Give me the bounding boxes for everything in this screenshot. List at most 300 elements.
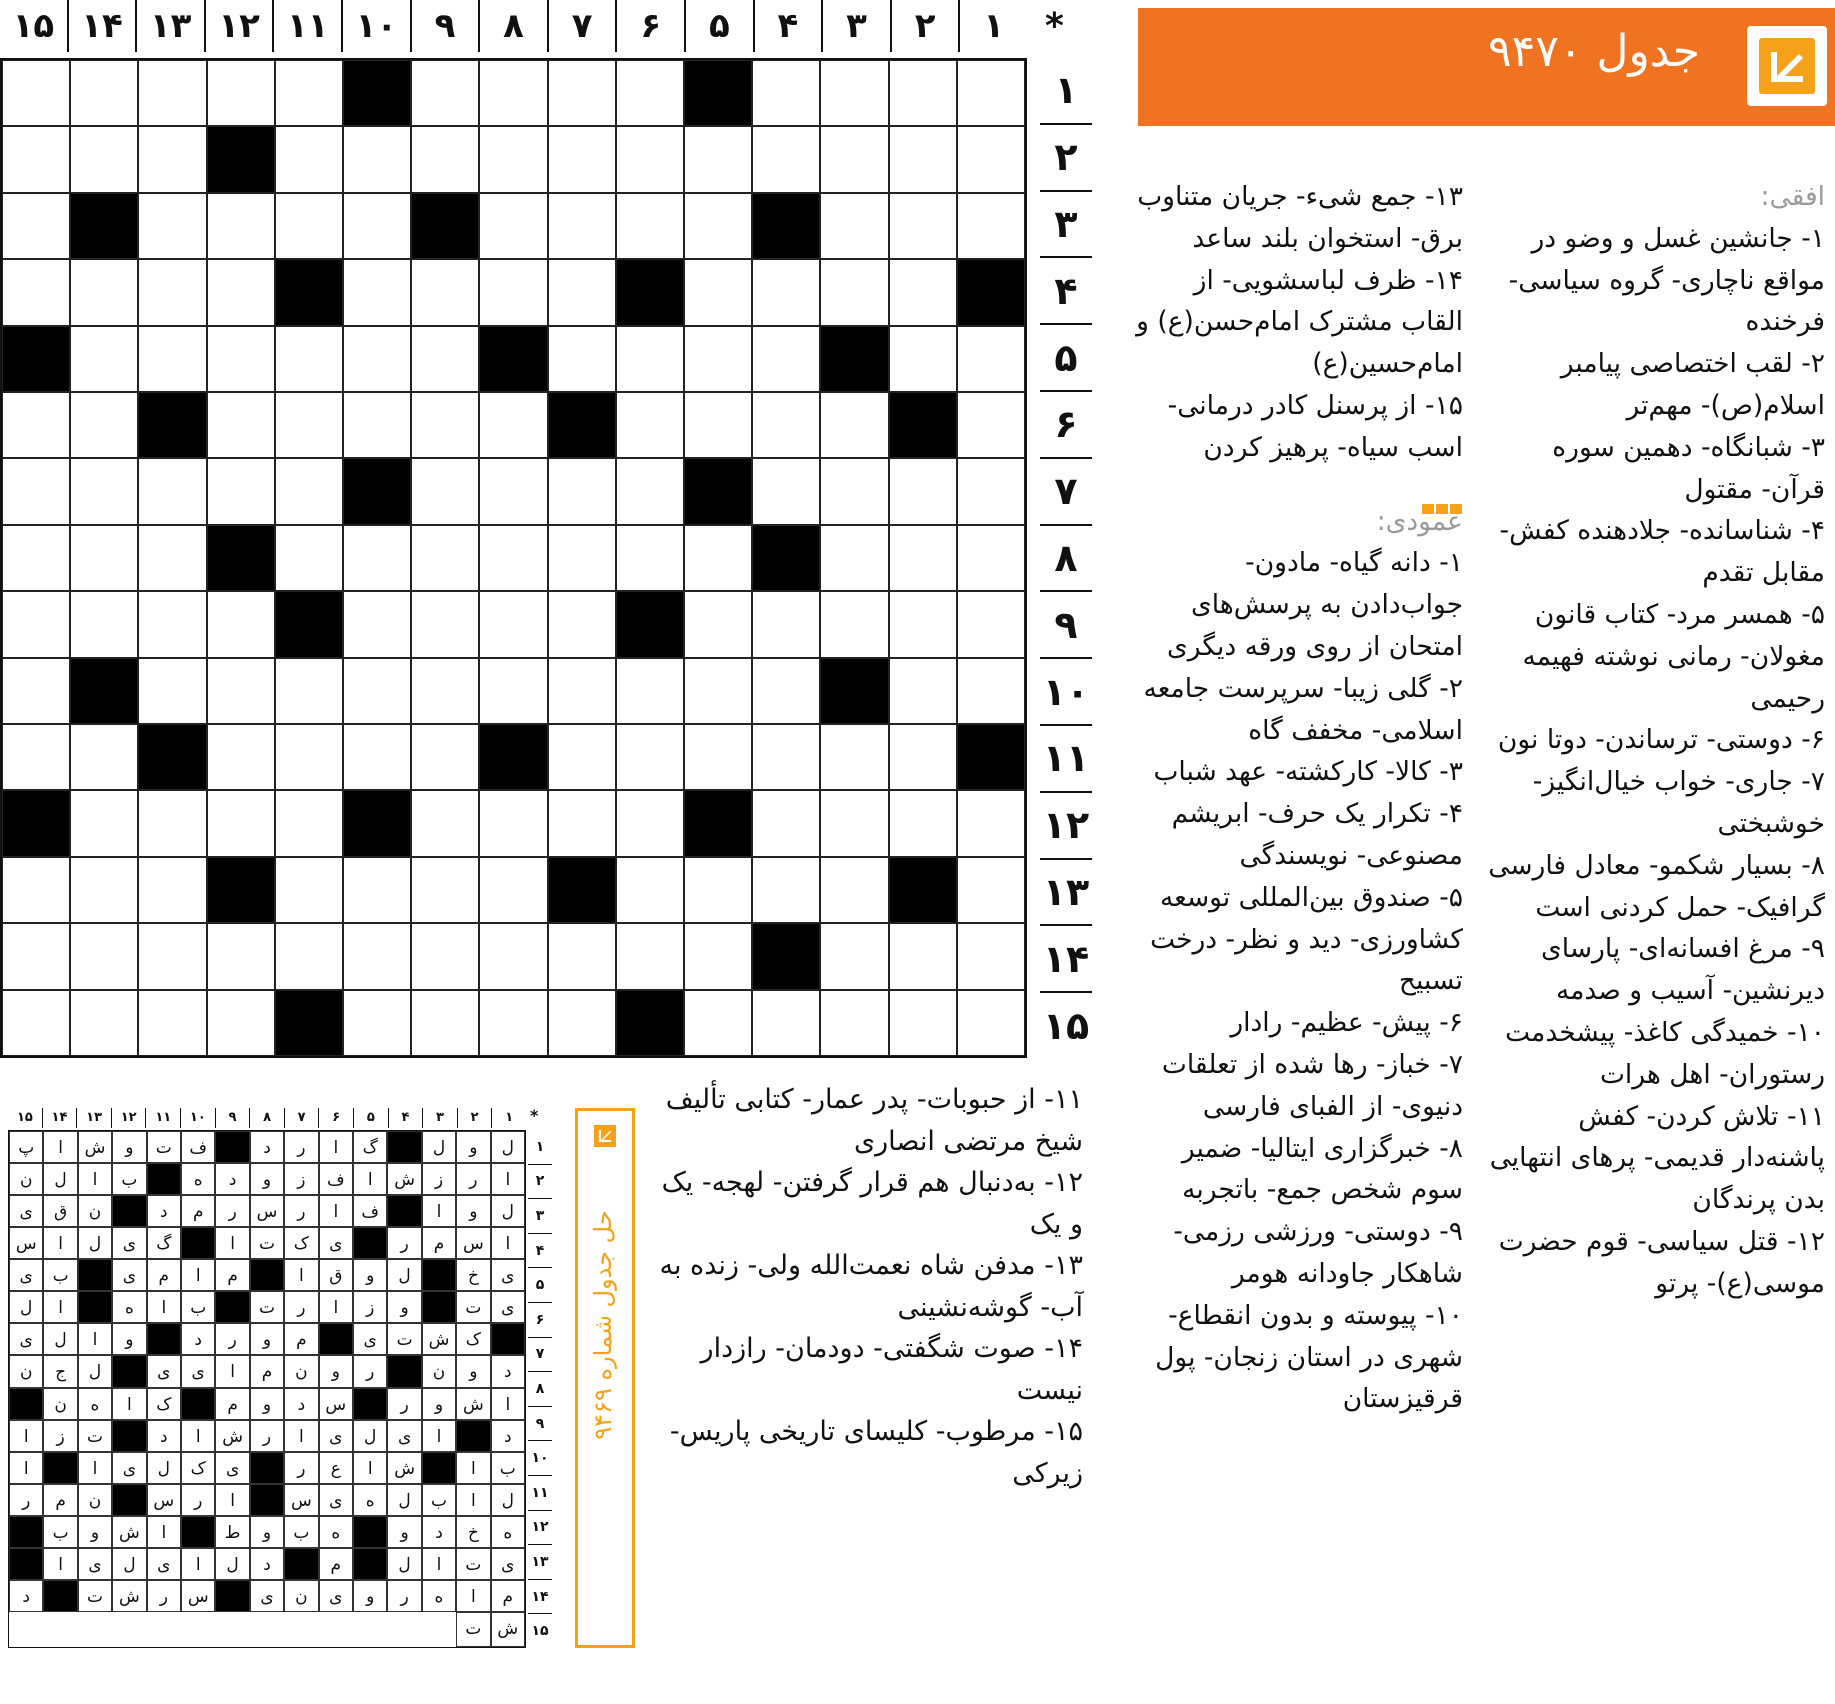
grid-cell[interactable]: [479, 658, 547, 724]
grid-cell[interactable]: [820, 857, 888, 923]
solution-black-cell: [215, 1291, 249, 1323]
solution-cell: ف: [353, 1195, 387, 1227]
grid-cell[interactable]: [752, 990, 820, 1056]
grid-cell[interactable]: [684, 326, 752, 392]
grid-cell[interactable]: [752, 591, 820, 657]
grid-cell[interactable]: [411, 392, 479, 458]
grid-cell[interactable]: [752, 392, 820, 458]
black-cell: [343, 60, 411, 126]
solution-cell: ل: [422, 1131, 456, 1163]
grid-cell[interactable]: [548, 60, 616, 126]
grid-cell[interactable]: [70, 724, 138, 790]
solution-cell: ل: [387, 1484, 421, 1516]
grid-cell[interactable]: [957, 193, 1025, 259]
solution-cell: ل: [9, 1291, 43, 1323]
grid-cell[interactable]: [138, 326, 206, 392]
solution-cell: و: [387, 1516, 421, 1548]
solution-black-cell: [78, 1259, 112, 1291]
black-cell: [548, 392, 616, 458]
solution-row-number: ۱۵: [528, 1613, 552, 1648]
grid-cell[interactable]: [479, 60, 547, 126]
grid-cell[interactable]: [70, 923, 138, 989]
grid-cell[interactable]: [2, 724, 70, 790]
row-numbers: [1040, 58, 1092, 1058]
grid-cell[interactable]: [207, 193, 275, 259]
solution-cell: ا: [353, 1163, 387, 1195]
grid-cell[interactable]: [957, 790, 1025, 856]
grid-cell[interactable]: [752, 126, 820, 192]
solution-black-cell: [387, 1131, 421, 1163]
grid-cell[interactable]: [957, 126, 1025, 192]
grid-cell[interactable]: [343, 326, 411, 392]
grid-cell[interactable]: [70, 392, 138, 458]
vertical-clues-list-continued: [643, 1079, 1083, 1494]
solution-cell: ه: [181, 1163, 215, 1195]
grid-cell[interactable]: [684, 193, 752, 259]
solution-black-cell: [491, 1323, 525, 1355]
solution-column-number: ۱۰: [181, 1108, 216, 1128]
grid-cell[interactable]: [889, 60, 957, 126]
solution-cell: و: [387, 1291, 421, 1323]
grid-cell[interactable]: [820, 392, 888, 458]
grid-cell[interactable]: [820, 790, 888, 856]
solution-cell: ر: [353, 1355, 387, 1387]
solution-cell: و: [319, 1355, 353, 1387]
solution-cell: د: [491, 1420, 525, 1452]
solution-cell: ر: [284, 1195, 318, 1227]
grid-cell[interactable]: [889, 458, 957, 524]
solution-cell: ب: [181, 1291, 215, 1323]
grid-cell[interactable]: [957, 591, 1025, 657]
grid-cell[interactable]: [820, 193, 888, 259]
grid-cell[interactable]: [957, 60, 1025, 126]
solution-cell: ر: [147, 1580, 181, 1612]
solution-cell: گ: [353, 1131, 387, 1163]
grid-cell[interactable]: [479, 790, 547, 856]
grid-cell[interactable]: [70, 126, 138, 192]
grid-cell[interactable]: [411, 724, 479, 790]
grid-cell[interactable]: [684, 658, 752, 724]
grid-cell[interactable]: [820, 591, 888, 657]
grid-cell[interactable]: [616, 326, 684, 392]
row-number: ۷: [1040, 457, 1092, 524]
solution-cell: ه: [78, 1388, 112, 1420]
grid-cell[interactable]: [479, 458, 547, 524]
grid-cell[interactable]: [957, 392, 1025, 458]
grid-cell[interactable]: [752, 658, 820, 724]
puzzle-header: [1138, 8, 1835, 126]
grid-cell[interactable]: [957, 990, 1025, 1056]
solution-cell: ی: [387, 1420, 421, 1452]
solution-cell: ت: [456, 1291, 490, 1323]
grid-cell[interactable]: [70, 525, 138, 591]
grid-cell[interactable]: [411, 525, 479, 591]
grid-cell[interactable]: [548, 591, 616, 657]
grid-cell[interactable]: [275, 857, 343, 923]
solution-cell: م: [422, 1227, 456, 1259]
grid-cell[interactable]: [820, 990, 888, 1056]
grid-cell[interactable]: [343, 724, 411, 790]
solution-cell: و: [456, 1355, 490, 1387]
grid-cell[interactable]: [548, 259, 616, 325]
grid-cell[interactable]: [684, 259, 752, 325]
solution-black-cell: [250, 1259, 284, 1291]
black-cell: [343, 790, 411, 856]
clue-item: ۲- لقب اختصاصی پیامبر اسلام(ص)- مهم‌تر: [1560, 348, 1825, 421]
solution-cell: ل: [491, 1195, 525, 1227]
solution-row-number: ۱۰: [528, 1440, 552, 1475]
column-number: ۸: [480, 0, 549, 52]
grid-cell[interactable]: [275, 525, 343, 591]
grid-cell[interactable]: [2, 126, 70, 192]
solution-cell: ت: [456, 1612, 490, 1647]
grid-cell[interactable]: [957, 458, 1025, 524]
solution-cell: ل: [353, 1420, 387, 1452]
grid-cell[interactable]: [752, 790, 820, 856]
grid-cell[interactable]: [957, 857, 1025, 923]
clue-item: ۹- مرغ افسانه‌ای- پارسای دیرنشین- آسیب و صدمه: [1541, 933, 1825, 1007]
solution-cell: خ: [456, 1516, 490, 1548]
grid-cell[interactable]: [957, 326, 1025, 392]
grid-cell[interactable]: [70, 790, 138, 856]
grid-cell[interactable]: [889, 923, 957, 989]
grid-cell[interactable]: [548, 990, 616, 1056]
grid-cell[interactable]: [207, 392, 275, 458]
solution-cell: ی: [319, 1484, 353, 1516]
solution-cell: م: [319, 1548, 353, 1580]
solution-row-number: ۱: [535, 1138, 545, 1155]
grid-cell[interactable]: [820, 724, 888, 790]
grid-cell[interactable]: [752, 60, 820, 126]
grid-cell[interactable]: [548, 923, 616, 989]
grid-cell[interactable]: [820, 525, 888, 591]
grid-cell[interactable]: [684, 990, 752, 1056]
grid-cell[interactable]: [548, 525, 616, 591]
column-number: ۶: [617, 0, 686, 52]
grid-cell[interactable]: [207, 591, 275, 657]
grid-cell[interactable]: [889, 193, 957, 259]
grid-cell[interactable]: [411, 326, 479, 392]
grid-cell[interactable]: [889, 326, 957, 392]
grid-cell[interactable]: [343, 392, 411, 458]
grid-cell[interactable]: [207, 724, 275, 790]
grid-cell[interactable]: [275, 790, 343, 856]
grid-cell[interactable]: [2, 259, 70, 325]
grid-cell[interactable]: [684, 126, 752, 192]
grid-cell[interactable]: [616, 857, 684, 923]
solution-cell: د: [284, 1388, 318, 1420]
grid-cell[interactable]: [207, 923, 275, 989]
grid-cell[interactable]: [343, 857, 411, 923]
horizontal-clues-list: [1487, 218, 1825, 1305]
solution-cell: د: [215, 1163, 249, 1195]
solution-cell: ب: [43, 1516, 77, 1548]
grid-cell[interactable]: [2, 990, 70, 1056]
grid-cell[interactable]: [548, 126, 616, 192]
grid-cell[interactable]: [70, 458, 138, 524]
solution-row-number: ۷: [528, 1337, 552, 1372]
grid-cell[interactable]: [207, 259, 275, 325]
grid-cell[interactable]: [479, 126, 547, 192]
grid-cell[interactable]: [479, 259, 547, 325]
solution-cell: ش: [387, 1163, 421, 1195]
grid-cell[interactable]: [479, 392, 547, 458]
solution-label-box: [575, 1108, 635, 1648]
grid-cell[interactable]: [70, 326, 138, 392]
grid-cell[interactable]: [138, 458, 206, 524]
grid-cell[interactable]: [343, 990, 411, 1056]
solution-cell: و: [250, 1516, 284, 1548]
grid-cell[interactable]: [2, 525, 70, 591]
grid-cell[interactable]: [411, 923, 479, 989]
solution-black-cell: [387, 1195, 421, 1227]
solution-cell: ه: [112, 1291, 146, 1323]
solution-cell: د: [491, 1355, 525, 1387]
horizontal-clues-title: افقی:: [1760, 181, 1825, 212]
grid-cell[interactable]: [616, 392, 684, 458]
grid-cell[interactable]: [820, 60, 888, 126]
grid-cell[interactable]: [275, 126, 343, 192]
grid-cell[interactable]: [138, 790, 206, 856]
black-cell: [2, 326, 70, 392]
solution-cell: ا: [456, 1484, 490, 1516]
solution-cell: د: [147, 1195, 181, 1227]
grid-cell[interactable]: [138, 126, 206, 192]
grid-cell[interactable]: [2, 458, 70, 524]
grid-cell[interactable]: [207, 458, 275, 524]
row-number: ۱: [1054, 68, 1078, 113]
grid-cell[interactable]: [275, 326, 343, 392]
grid-cell[interactable]: [957, 658, 1025, 724]
grid-cell[interactable]: [138, 658, 206, 724]
solution-cell: م: [250, 1355, 284, 1387]
grid-cell[interactable]: [138, 591, 206, 657]
solution-cell: ش: [456, 1388, 490, 1420]
grid-cell[interactable]: [616, 923, 684, 989]
grid-cell[interactable]: [820, 259, 888, 325]
grid-cell[interactable]: [275, 193, 343, 259]
grid-cell[interactable]: [411, 790, 479, 856]
grid-cell[interactable]: [479, 990, 547, 1056]
grid-cell[interactable]: [616, 458, 684, 524]
grid-cell[interactable]: [275, 923, 343, 989]
grid-cell[interactable]: [820, 458, 888, 524]
grid-cell[interactable]: [889, 126, 957, 192]
solution-cell: ا: [319, 1195, 353, 1227]
solution-cell: ا: [491, 1388, 525, 1420]
clues-middle-column: [1125, 176, 1463, 1420]
grid-cell[interactable]: [343, 658, 411, 724]
solution-cell: ن: [43, 1388, 77, 1420]
grid-cell[interactable]: [957, 923, 1025, 989]
grid-cell[interactable]: [889, 724, 957, 790]
solution-cell: م: [284, 1323, 318, 1355]
black-cell: [957, 259, 1025, 325]
grid-cell[interactable]: [207, 790, 275, 856]
grid-cell[interactable]: [616, 658, 684, 724]
solution-column-number: ۱۵: [8, 1108, 43, 1128]
grid-cell[interactable]: [548, 658, 616, 724]
grid-cell[interactable]: [2, 658, 70, 724]
solution-cell: د: [9, 1580, 43, 1612]
crossword-grid: [0, 58, 1027, 1058]
grid-cell[interactable]: [70, 591, 138, 657]
grid-cell[interactable]: [616, 126, 684, 192]
grid-cell[interactable]: [411, 259, 479, 325]
grid-cell[interactable]: [752, 724, 820, 790]
grid-cell[interactable]: [411, 990, 479, 1056]
solution-cell: ک: [284, 1227, 318, 1259]
grid-cell[interactable]: [479, 857, 547, 923]
grid-cell[interactable]: [138, 923, 206, 989]
grid-cell[interactable]: [138, 193, 206, 259]
solution-column-number: ۱: [505, 1110, 514, 1125]
clue-item: ۳- کالا- کارکشته- عهد شباب: [1153, 756, 1463, 788]
solution-column-number: ۴: [389, 1108, 424, 1128]
black-cell: [70, 193, 138, 259]
grid-cell[interactable]: [2, 193, 70, 259]
grid-cell[interactable]: [411, 857, 479, 923]
grid-cell[interactable]: [275, 60, 343, 126]
grid-cell[interactable]: [820, 923, 888, 989]
solution-black-cell: [250, 1452, 284, 1484]
grid-cell[interactable]: [889, 658, 957, 724]
grid-cell[interactable]: [138, 990, 206, 1056]
solution-cell: ا: [215, 1227, 249, 1259]
grid-cell[interactable]: [479, 923, 547, 989]
row-number: ۱۴: [1040, 924, 1092, 991]
grid-cell[interactable]: [684, 857, 752, 923]
grid-cell[interactable]: [752, 326, 820, 392]
grid-cell[interactable]: [684, 923, 752, 989]
solution-cell: ل: [43, 1163, 77, 1195]
grid-cell[interactable]: [684, 724, 752, 790]
grid-cell[interactable]: [275, 724, 343, 790]
grid-cell[interactable]: [207, 326, 275, 392]
grid-cell[interactable]: [411, 458, 479, 524]
grid-cell[interactable]: [479, 193, 547, 259]
clue-item: ۱۱- از حبوبات- پدر عمار- کتابی تألیف شیخ مرتضی انصاری: [665, 1084, 1083, 1157]
grid-cell[interactable]: [138, 259, 206, 325]
grid-cell[interactable]: [889, 259, 957, 325]
grid-cell[interactable]: [275, 392, 343, 458]
grid-cell[interactable]: [2, 60, 70, 126]
grid-cell[interactable]: [2, 857, 70, 923]
black-cell: [752, 923, 820, 989]
solution-cell: ر: [284, 1452, 318, 1484]
grid-cell[interactable]: [957, 525, 1025, 591]
grid-cell[interactable]: [752, 458, 820, 524]
grid-cell[interactable]: [616, 724, 684, 790]
grid-cell[interactable]: [207, 60, 275, 126]
row-number: ۱۵: [1040, 991, 1092, 1058]
solution-cell: ش: [387, 1452, 421, 1484]
grid-cell[interactable]: [2, 392, 70, 458]
grid-cell[interactable]: [684, 591, 752, 657]
grid-cell[interactable]: [343, 525, 411, 591]
solution-cell: و: [78, 1516, 112, 1548]
grid-cell[interactable]: [889, 990, 957, 1056]
grid-cell[interactable]: [2, 923, 70, 989]
solution-row-number: ۳: [528, 1198, 552, 1233]
grid-cell[interactable]: [411, 658, 479, 724]
black-cell: [2, 790, 70, 856]
grid-cell[interactable]: [343, 923, 411, 989]
grid-cell[interactable]: [411, 591, 479, 657]
solution-cell: ک: [181, 1452, 215, 1484]
grid-cell[interactable]: [275, 458, 343, 524]
black-cell: [411, 193, 479, 259]
grid-cell[interactable]: [479, 525, 547, 591]
grid-cell[interactable]: [343, 259, 411, 325]
magazine-logo-icon: [1747, 26, 1827, 106]
solution-row-number: ۱۱: [528, 1475, 552, 1510]
grid-cell[interactable]: [138, 525, 206, 591]
solution-cell: ت: [78, 1580, 112, 1612]
solution-cell: ا: [422, 1548, 456, 1580]
grid-cell[interactable]: [207, 658, 275, 724]
grid-cell[interactable]: [479, 591, 547, 657]
grid-cell[interactable]: [411, 60, 479, 126]
grid-cell[interactable]: [889, 790, 957, 856]
grid-cell[interactable]: [343, 193, 411, 259]
grid-cell[interactable]: [752, 259, 820, 325]
solution-cell: ل: [43, 1323, 77, 1355]
solution-black-cell: [353, 1516, 387, 1548]
grid-cell[interactable]: [548, 193, 616, 259]
grid-cell[interactable]: [616, 790, 684, 856]
grid-cell[interactable]: [70, 60, 138, 126]
grid-cell[interactable]: [684, 392, 752, 458]
grid-cell[interactable]: [70, 259, 138, 325]
grid-cell[interactable]: [138, 857, 206, 923]
grid-cell[interactable]: [684, 525, 752, 591]
black-cell: [820, 658, 888, 724]
grid-cell[interactable]: [70, 990, 138, 1056]
grid-cell[interactable]: [548, 326, 616, 392]
solution-cell: ی: [491, 1259, 525, 1291]
grid-cell[interactable]: [2, 591, 70, 657]
solution-cell: د: [250, 1131, 284, 1163]
grid-cell[interactable]: [70, 857, 138, 923]
solution-black-cell: [284, 1548, 318, 1580]
grid-cell[interactable]: [411, 126, 479, 192]
grid-cell[interactable]: [820, 126, 888, 192]
column-number: ۴: [755, 0, 824, 52]
solution-cell: ه: [319, 1516, 353, 1548]
grid-cell[interactable]: [548, 724, 616, 790]
grid-cell[interactable]: [207, 990, 275, 1056]
grid-cell[interactable]: [275, 658, 343, 724]
solution-cell: ا: [181, 1548, 215, 1580]
grid-cell[interactable]: [138, 60, 206, 126]
solution-cell: ی: [319, 1580, 353, 1612]
grid-cell[interactable]: [889, 591, 957, 657]
grid-cell[interactable]: [548, 458, 616, 524]
grid-cell[interactable]: [343, 126, 411, 192]
solution-cell: ن: [9, 1355, 43, 1387]
grid-cell[interactable]: [889, 525, 957, 591]
solution-cell: ا: [112, 1388, 146, 1420]
grid-cell[interactable]: [343, 591, 411, 657]
solution-cell: ر: [9, 1484, 43, 1516]
grid-cell[interactable]: [616, 193, 684, 259]
grid-cell[interactable]: [548, 790, 616, 856]
grid-cell[interactable]: [616, 60, 684, 126]
grid-cell[interactable]: [616, 525, 684, 591]
grid-cell[interactable]: [752, 857, 820, 923]
solution-black-cell: [112, 1420, 146, 1452]
